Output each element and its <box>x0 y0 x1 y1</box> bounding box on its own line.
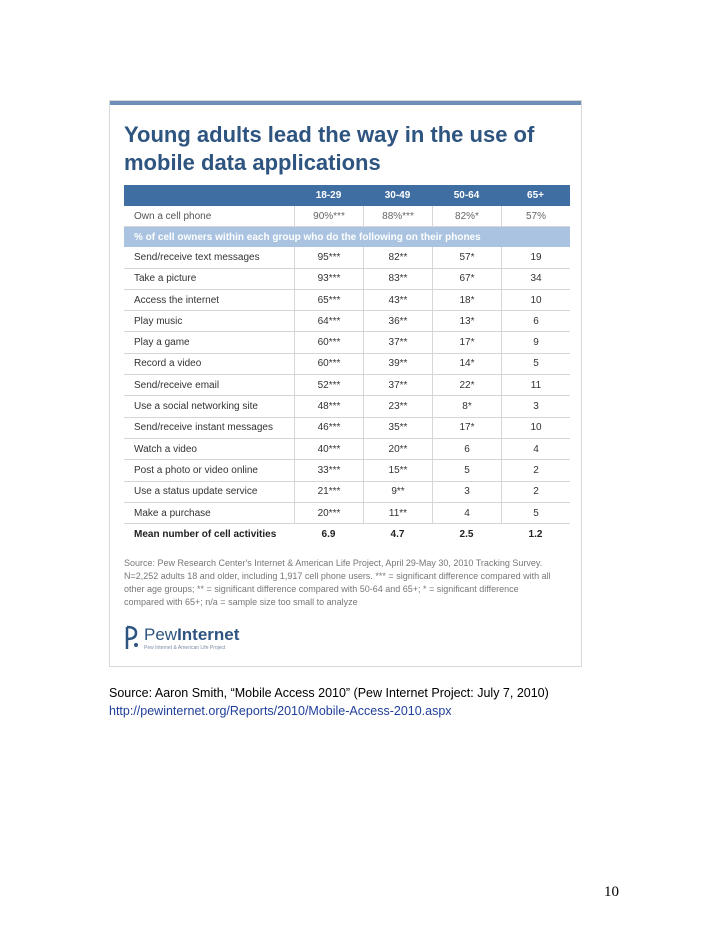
cell: 40*** <box>294 439 363 459</box>
caption-link[interactable]: http://pewinternet.org/Reports/2010/Mobile-Access-2010.aspx <box>109 704 452 718</box>
note-line: compared with 65+; n/a = sample size too small to analyze <box>124 597 358 607</box>
logo-subtitle: Pew Internet & American Life Project <box>144 645 226 651</box>
table-row <box>124 290 570 311</box>
page-number: 10 <box>604 884 619 900</box>
cell: 6.9 <box>321 529 336 541</box>
table-row <box>124 396 570 417</box>
cell: 57% <box>501 206 570 226</box>
cell: 39** <box>363 354 432 374</box>
cell: 8* <box>432 396 501 416</box>
caption-source: Source: Aaron Smith, “Mobile Access 2010” (Pew Internet Project: July 7, 2010) <box>109 686 549 700</box>
row-label: Take a picture <box>134 273 197 285</box>
row-label: Make a purchase <box>134 507 211 519</box>
row-label: Send/receive text messages <box>134 251 260 263</box>
note-line: Source: Pew Research Center's Internet & American Life Project, April 29-May 30, 2010 Tracking Survey. <box>124 558 543 568</box>
cell: 93*** <box>294 269 363 289</box>
cell: 82** <box>363 247 432 267</box>
row-label: Send/receive email <box>134 379 220 391</box>
pew-internet-logo <box>124 623 324 655</box>
row-label: Watch a video <box>134 443 197 455</box>
cell: 1.2 <box>528 529 543 541</box>
cell: 48*** <box>294 396 363 416</box>
cell: 83** <box>363 269 432 289</box>
cell: 4.7 <box>390 529 405 541</box>
cell: 11** <box>363 503 432 523</box>
row-label: Play music <box>134 315 183 327</box>
cell: 6 <box>432 439 501 459</box>
cell: 19 <box>501 247 570 267</box>
cell: 20** <box>363 439 432 459</box>
cell: 90%*** <box>294 206 363 226</box>
cell: 46*** <box>294 418 363 438</box>
cell: 2 <box>501 482 570 502</box>
col-header: 18-29 <box>315 190 342 201</box>
logo-word-pew: Pew <box>144 625 178 644</box>
cell: 17* <box>432 332 501 352</box>
row-label: Own a cell phone <box>134 210 212 222</box>
cell: 64*** <box>294 311 363 331</box>
cell: 6 <box>501 311 570 331</box>
cell: 2 <box>501 460 570 480</box>
cell: 60*** <box>294 332 363 352</box>
cell: 3 <box>501 396 570 416</box>
cell: 20*** <box>294 503 363 523</box>
table-row <box>124 460 570 481</box>
cell: 33*** <box>294 460 363 480</box>
cell: 9 <box>501 332 570 352</box>
cell: 4 <box>501 439 570 459</box>
cell: 95*** <box>294 247 363 267</box>
cell: 36** <box>363 311 432 331</box>
table-row <box>124 482 570 503</box>
cell: 34 <box>501 269 570 289</box>
cell: 4 <box>432 503 501 523</box>
table-row <box>124 354 570 375</box>
figure-top-border <box>110 101 581 105</box>
table-row <box>124 503 570 524</box>
cell: 67* <box>432 269 501 289</box>
cell: 5 <box>432 460 501 480</box>
cell: 23** <box>363 396 432 416</box>
cell: 65*** <box>294 290 363 310</box>
cell: 52*** <box>294 375 363 395</box>
cell: 60*** <box>294 354 363 374</box>
cell: 3 <box>432 482 501 502</box>
table-row <box>124 311 570 332</box>
table-row <box>124 332 570 353</box>
cell: 22* <box>432 375 501 395</box>
cell: 18* <box>432 290 501 310</box>
table-row <box>124 247 570 268</box>
pew-logo-icon <box>124 623 140 651</box>
cell: 9** <box>363 482 432 502</box>
logo-wordmark <box>144 625 239 645</box>
section-band: % of cell owners within each group who do the following on their phones <box>124 227 570 247</box>
row-label: Post a photo or video online <box>134 464 258 476</box>
cell: 10 <box>501 290 570 310</box>
cell: 15** <box>363 460 432 480</box>
cell: 13* <box>432 311 501 331</box>
data-table <box>124 185 570 545</box>
cell: 5 <box>501 354 570 374</box>
table-row <box>124 418 570 439</box>
table-header <box>124 185 570 206</box>
mean-row <box>124 524 570 545</box>
logo-word-internet: Internet <box>177 625 240 644</box>
cell: 43** <box>363 290 432 310</box>
table-row <box>124 269 570 290</box>
cell: 88%*** <box>363 206 432 226</box>
cell: 37** <box>363 332 432 352</box>
figure-panel <box>109 100 582 667</box>
activity-rows <box>124 247 570 524</box>
row-label: Play a game <box>134 337 190 349</box>
row-label: Mean number of cell activities <box>134 529 277 541</box>
source-note <box>124 557 564 609</box>
cell: 11 <box>501 375 570 395</box>
cell: 17* <box>432 418 501 438</box>
col-header: 50-64 <box>453 190 480 201</box>
row-label: Record a video <box>134 358 202 370</box>
cell: 35** <box>363 418 432 438</box>
cell: 82%* <box>432 206 501 226</box>
table-row <box>124 375 570 396</box>
cell: 10 <box>501 418 570 438</box>
figure-title <box>124 121 564 177</box>
row-label: Send/receive instant messages <box>134 422 273 434</box>
cell: 2.5 <box>459 529 474 541</box>
row-label: Use a status update service <box>134 486 258 498</box>
table-row <box>124 439 570 460</box>
caption <box>109 684 549 720</box>
note-line: other age groups; ** = significant difference compared with 50-64 and 65+; * = significant difference <box>124 584 519 594</box>
cell: 14* <box>432 354 501 374</box>
cell: 57* <box>432 247 501 267</box>
figure-title-line2: mobile data applications <box>124 150 381 175</box>
own-cell-row <box>124 206 570 227</box>
cell: 21*** <box>294 482 363 502</box>
col-header: 30-49 <box>384 190 411 201</box>
row-label: Use a social networking site <box>134 401 258 413</box>
figure-title-line1: Young adults lead the way in the use of <box>124 122 535 147</box>
note-line: N=2,252 adults 18 and older, including 1,917 cell phone users. *** = significant difference compared with all <box>124 571 551 581</box>
cell: 37** <box>363 375 432 395</box>
row-label: Access the internet <box>134 294 220 306</box>
cell: 5 <box>501 503 570 523</box>
col-header: 65+ <box>527 190 544 201</box>
